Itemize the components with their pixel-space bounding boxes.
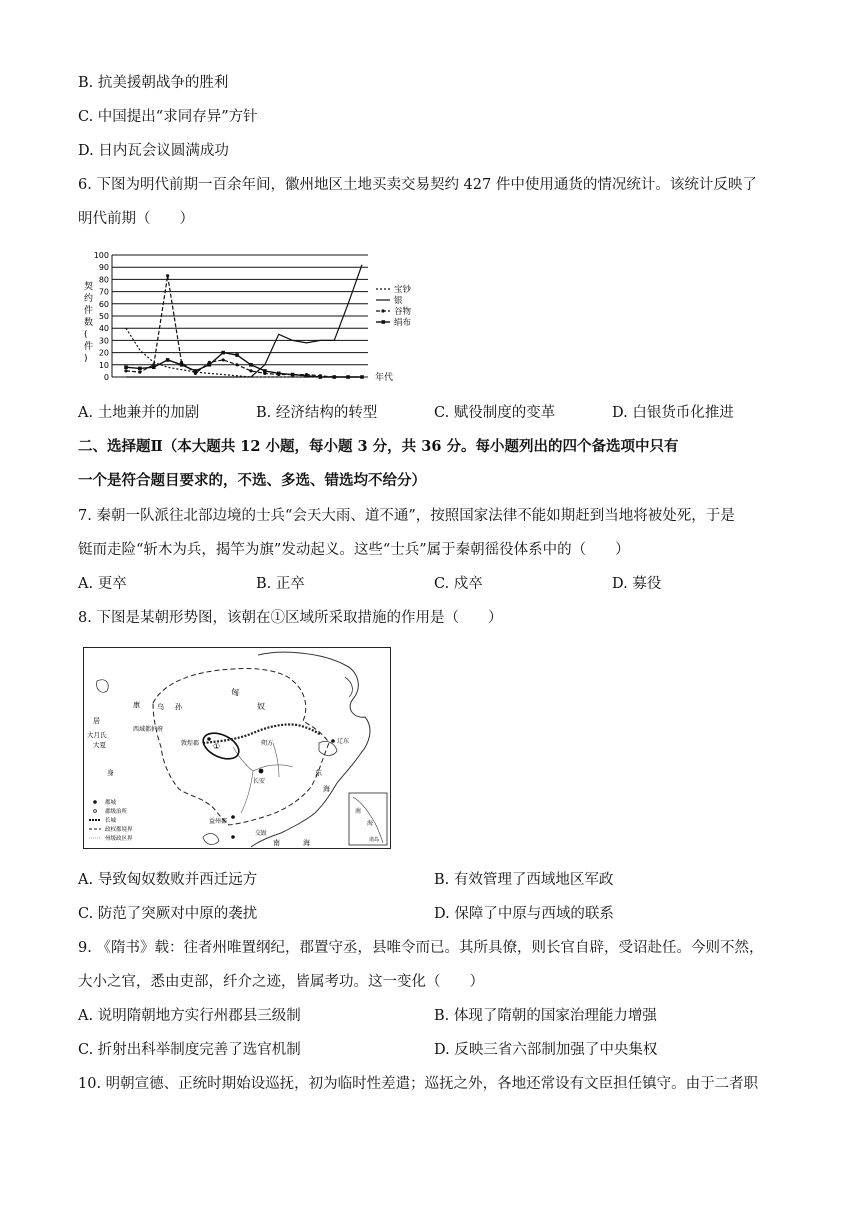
y-tick-label: 50 (98, 312, 109, 321)
label-wu: 乌 (157, 703, 164, 711)
y-tick-label: 30 (98, 336, 109, 346)
legend-label: 绢布 (394, 318, 412, 328)
label-western-regions: 西域都护府 (133, 726, 164, 733)
label-sea-1: 海 (303, 839, 310, 847)
q6-option-a: A. 土地兼并的加剧 (78, 405, 200, 421)
data-point (124, 365, 128, 369)
q6-option-c: C. 赋役制度的变革 (434, 405, 556, 421)
q7-option-c: C. 戍卒 (434, 576, 483, 592)
q9-stem-line2: 大小之官，悉由吏部，纤介之迹，皆属考功。这一变化（ ） (78, 974, 484, 990)
y-axis-label-char: ( (84, 330, 88, 340)
q8-option-c: C. 防范了突厥对中原的袭扰 (78, 906, 258, 922)
q9-option-a: A. 说明隋朝地方实行州郡县三级制 (78, 1008, 301, 1024)
data-point (166, 274, 169, 277)
data-point (124, 369, 127, 372)
y-axis-label-char: 件 (84, 342, 94, 352)
label-sun: 孙 (175, 703, 182, 711)
q8-option-a: A. 导致匈奴数败并西迁远方 (78, 872, 258, 888)
data-point (332, 375, 336, 379)
q6-option-d: D. 白银货币化推进 (612, 405, 734, 421)
q7-option-b: B. 正卒 (256, 576, 305, 592)
y-tick-label: 100 (93, 251, 109, 260)
label-ju: 居 (93, 717, 100, 725)
x-axis-label: 年代 (375, 373, 394, 383)
label-xiongnu-1: 匈 (231, 688, 239, 697)
label-region-1: ① (213, 742, 221, 751)
data-point (235, 353, 239, 357)
data-point (249, 363, 253, 367)
label-liaodong: 辽东 (337, 738, 350, 745)
y-tick-label: 40 (98, 324, 109, 334)
data-point (346, 375, 350, 379)
q8-option-b: B. 有效管理了西域地区军政 (434, 872, 614, 888)
q7-option-a: A. 更卒 (78, 576, 127, 592)
y-tick-label: 60 (98, 299, 109, 309)
q9-option-d: D. 反映三省六部制加强了中央集权 (434, 1042, 658, 1058)
svg-text:南: 南 (355, 808, 362, 815)
legend-commandery: 郡级治所 (105, 809, 128, 815)
y-axis-label (84, 280, 93, 364)
label-dayuezhi: 大月氏 (87, 731, 107, 739)
legend-marker (382, 320, 386, 324)
legend-label: 银 (394, 296, 403, 306)
section2-heading-line1: 二、选择题Ⅱ（本大题共 12 小题，每小题 3 分，共 36 分。每小题列出的四个备选项中只有 (78, 438, 679, 455)
label-east: 东 (315, 769, 322, 777)
q8-option-d: D. 保障了中原与西域的联系 (434, 906, 614, 922)
series-line-谷物 (126, 276, 362, 377)
legend-capital: 都城 (105, 800, 117, 806)
label-yizhou: 益州郡 (209, 818, 228, 825)
legend-province-border: 州级政区界 (105, 836, 133, 842)
q5-option-c: C. 中国提出“求同存异”方针 (78, 109, 258, 125)
q6-line-chart (78, 243, 438, 391)
y-axis-label-char: ) (84, 354, 88, 364)
data-point (222, 358, 225, 361)
data-point (305, 374, 309, 378)
q9-option-b: B. 体现了隋朝的国家治理能力增强 (434, 1008, 657, 1024)
legend-border: 政权都境界 (105, 827, 133, 833)
q6-option-b: B. 经济结构的转型 (256, 405, 378, 421)
q7-option-d: D. 募役 (612, 576, 662, 592)
data-point (207, 363, 211, 367)
q5-option-b: B. 抗美援朝战争的胜利 (78, 75, 229, 91)
legend-label: 宝钞 (394, 285, 412, 295)
data-point (194, 369, 198, 373)
data-point (138, 367, 142, 371)
y-tick-label: 70 (98, 287, 109, 297)
data-point (166, 358, 170, 362)
data-point (263, 369, 267, 373)
label-changan: 长安 (253, 778, 266, 785)
map-inset (349, 793, 387, 845)
data-point (277, 372, 281, 376)
capital-marker (259, 769, 264, 774)
data-point (138, 371, 141, 374)
legend-marker (381, 309, 384, 312)
legend-wall: 长城 (105, 818, 117, 824)
q6-stem-line1: 6. 下图为明代前期一百余年间，徽州地区土地买卖交易契约 427 件中使用通货的情况统计。该统计反映了 (78, 177, 757, 193)
data-point (360, 375, 364, 379)
y-axis-label-char: 契 (84, 282, 94, 292)
q8-map (83, 647, 391, 849)
q6-stem-line2: 明代前期（ ） (78, 211, 194, 227)
y-axis-label-char: 件 (84, 306, 94, 316)
data-point (221, 351, 225, 355)
q10-stem-line1: 10. 明朝宣德、正统时期始设巡抚，初为临时性差遣；巡抚之外，各地还常设有文臣担任镇守。由于二者职 (78, 1076, 759, 1092)
label-xiongnu-2: 奴 (257, 702, 265, 711)
label-daxia: 大夏 (93, 741, 106, 749)
y-tick-label: 10 (98, 360, 109, 370)
data-point (180, 363, 184, 367)
data-point (152, 365, 156, 369)
q7-stem-line2: 铤而走险“斩木为兵，揭竿为旗”发动起义。这些“士兵”属于秦朝徭役体系中的（ ） (78, 542, 630, 558)
label-shen: 身 (107, 769, 114, 777)
label-kang: 康 (133, 701, 140, 709)
q5-option-d: D. 日内瓦会议圆满成功 (78, 143, 229, 159)
data-point (235, 363, 238, 366)
legend-label: 谷物 (394, 307, 412, 317)
section2-heading-line2: 一个是符合题目要求的，不选、多选、错选均不给分） (78, 472, 426, 489)
q8-stem: 8. 下图是某朝形势图，该朝在①区域所采取措施的作用是（ ） (78, 610, 503, 626)
q9-option-c: C. 折射出科举制度完善了选官机制 (78, 1042, 301, 1058)
y-tick-label: 0 (103, 373, 109, 382)
data-point (319, 375, 323, 379)
svg-text:海: 海 (367, 820, 374, 827)
label-sea-2: 海 (323, 785, 330, 793)
data-point (249, 369, 252, 372)
y-tick-label: 20 (98, 348, 109, 358)
y-axis-label-char: 数 (84, 318, 94, 328)
svg-text:诸岛: 诸岛 (369, 837, 380, 843)
data-point (291, 373, 295, 377)
y-axis-label-char: 约 (84, 294, 94, 304)
label-shuofang: 朔方 (261, 740, 274, 747)
label-dunhuang: 敦煌郡 (181, 740, 200, 747)
label-jiaozhi: 交趾 (255, 830, 268, 837)
label-south-1: 南 (273, 839, 280, 847)
y-tick-label: 80 (98, 275, 109, 285)
y-tick-label: 90 (98, 263, 109, 273)
q9-stem-line1: 9. 《隋书》载：往者州唯置纲纪，郡置守丞，县唯令而已。其所具僚，则长官自辟，受诏赴任。今则不然， (78, 940, 764, 956)
q7-stem-line1: 7. 秦朝一队派往北部边境的士兵“会天大雨、道不通”，按照国家法律不能如期赶到当地将被处死，于是 (78, 508, 735, 524)
